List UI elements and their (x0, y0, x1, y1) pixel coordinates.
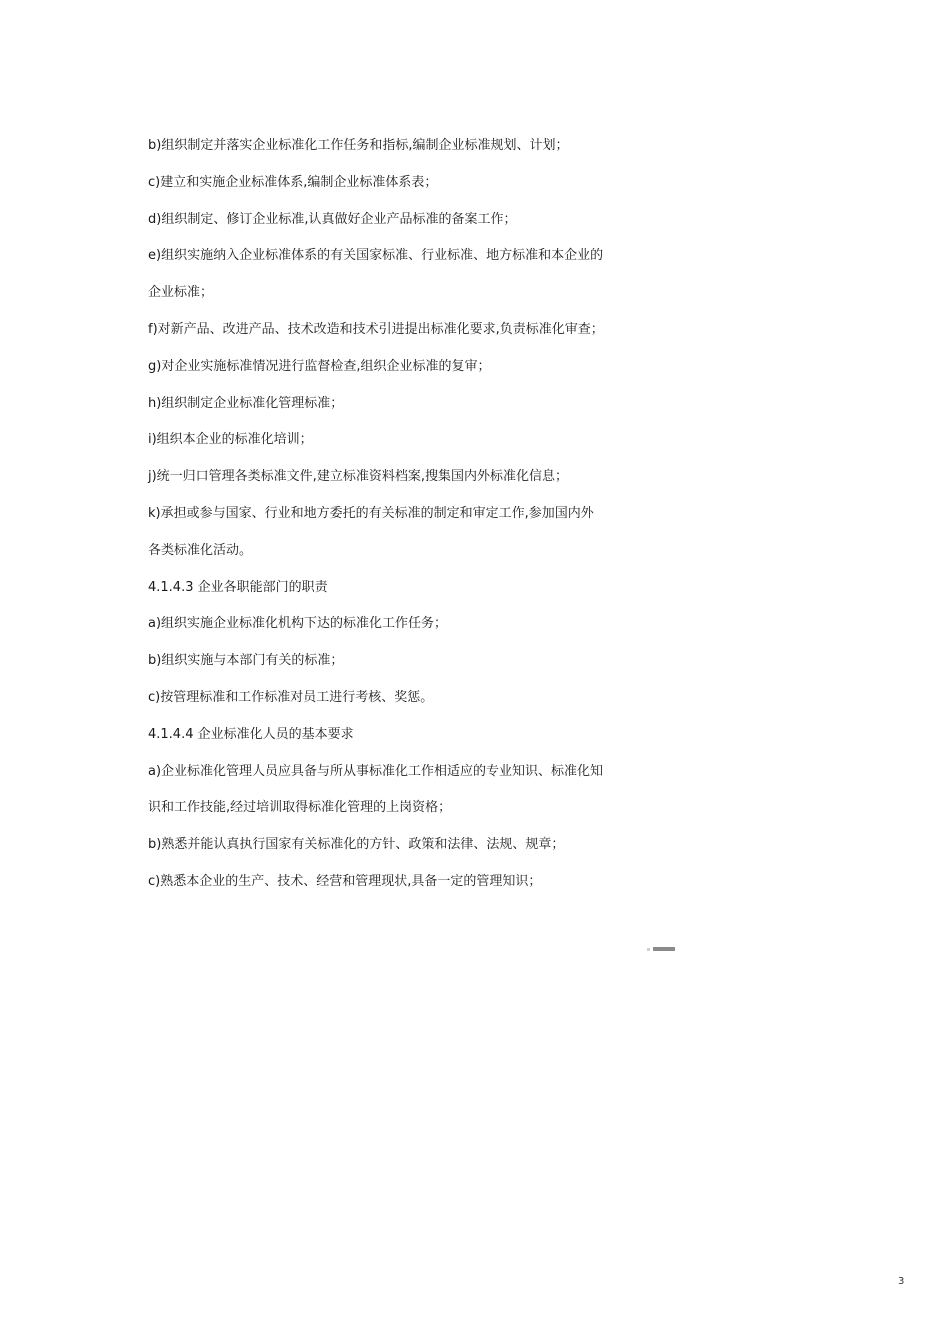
text-line: c)建立和实施企业标准体系,编制企业标准体系表； (148, 174, 438, 190)
section-heading: 4.1.4.4 企业标准化人员的基本要求 (148, 726, 354, 742)
mark-dot (647, 948, 650, 951)
text-line: 各类标准化活动。 (148, 542, 253, 558)
text-line: d)组织制定、修订企业标准,认真做好企业产品标准的备案工作； (148, 211, 517, 227)
text-line: a)企业标准化管理人员应具备与所从事标准化工作相适应的专业知识、标准化知 (148, 763, 604, 779)
text-line: c)熟悉本企业的生产、技术、经营和管理现状,具备一定的管理知识； (148, 873, 542, 889)
text-line: k)承担或参与国家、行业和地方委托的有关标准的制定和审定工作,参加国内外 (148, 505, 594, 521)
text-line: g)对企业实施标准情况进行监督检查,组织企业标准的复审； (148, 358, 491, 374)
page-number: 3 (898, 1276, 905, 1287)
section-heading: 4.1.4.3 企业各职能部门的职责 (148, 579, 328, 595)
text-line: f)对新产品、改进产品、技术改造和技术引进提出标准化要求,负责标准化审查； (148, 321, 604, 337)
text-line: b)组织制定并落实企业标准化工作任务和指标,编制企业标准规划、计划； (148, 138, 569, 153)
decorative-mark (647, 947, 675, 952)
text-line: b)组织实施与本部门有关的标准； (148, 653, 344, 669)
text-line: b)熟悉并能认真执行国家有关标准化的方针、政策和法律、法规、规章； (148, 837, 565, 853)
mark-bar (653, 947, 675, 951)
text-line: 企业标准； (148, 285, 214, 301)
text-line: 识和工作技能,经过培训取得标准化管理的上岗资格； (148, 800, 452, 816)
text-line: j)统一归口管理各类标准文件,建立标准资料档案,搜集国内外标准化信息； (148, 469, 568, 485)
text-line: a)组织实施企业标准化机构下达的标准化工作任务； (148, 616, 448, 632)
text-line: h)组织制定企业标准化管理标准； (148, 395, 344, 411)
text-line: i)组织本企业的标准化培训； (148, 432, 313, 448)
text-line: e)组织实施纳入企业标准体系的有关国家标准、行业标准、地方标准和本企业的 (148, 248, 604, 264)
document-body (148, 128, 648, 901)
text-line: c)按管理标准和工作标准对员工进行考核、奖惩。 (148, 689, 434, 705)
